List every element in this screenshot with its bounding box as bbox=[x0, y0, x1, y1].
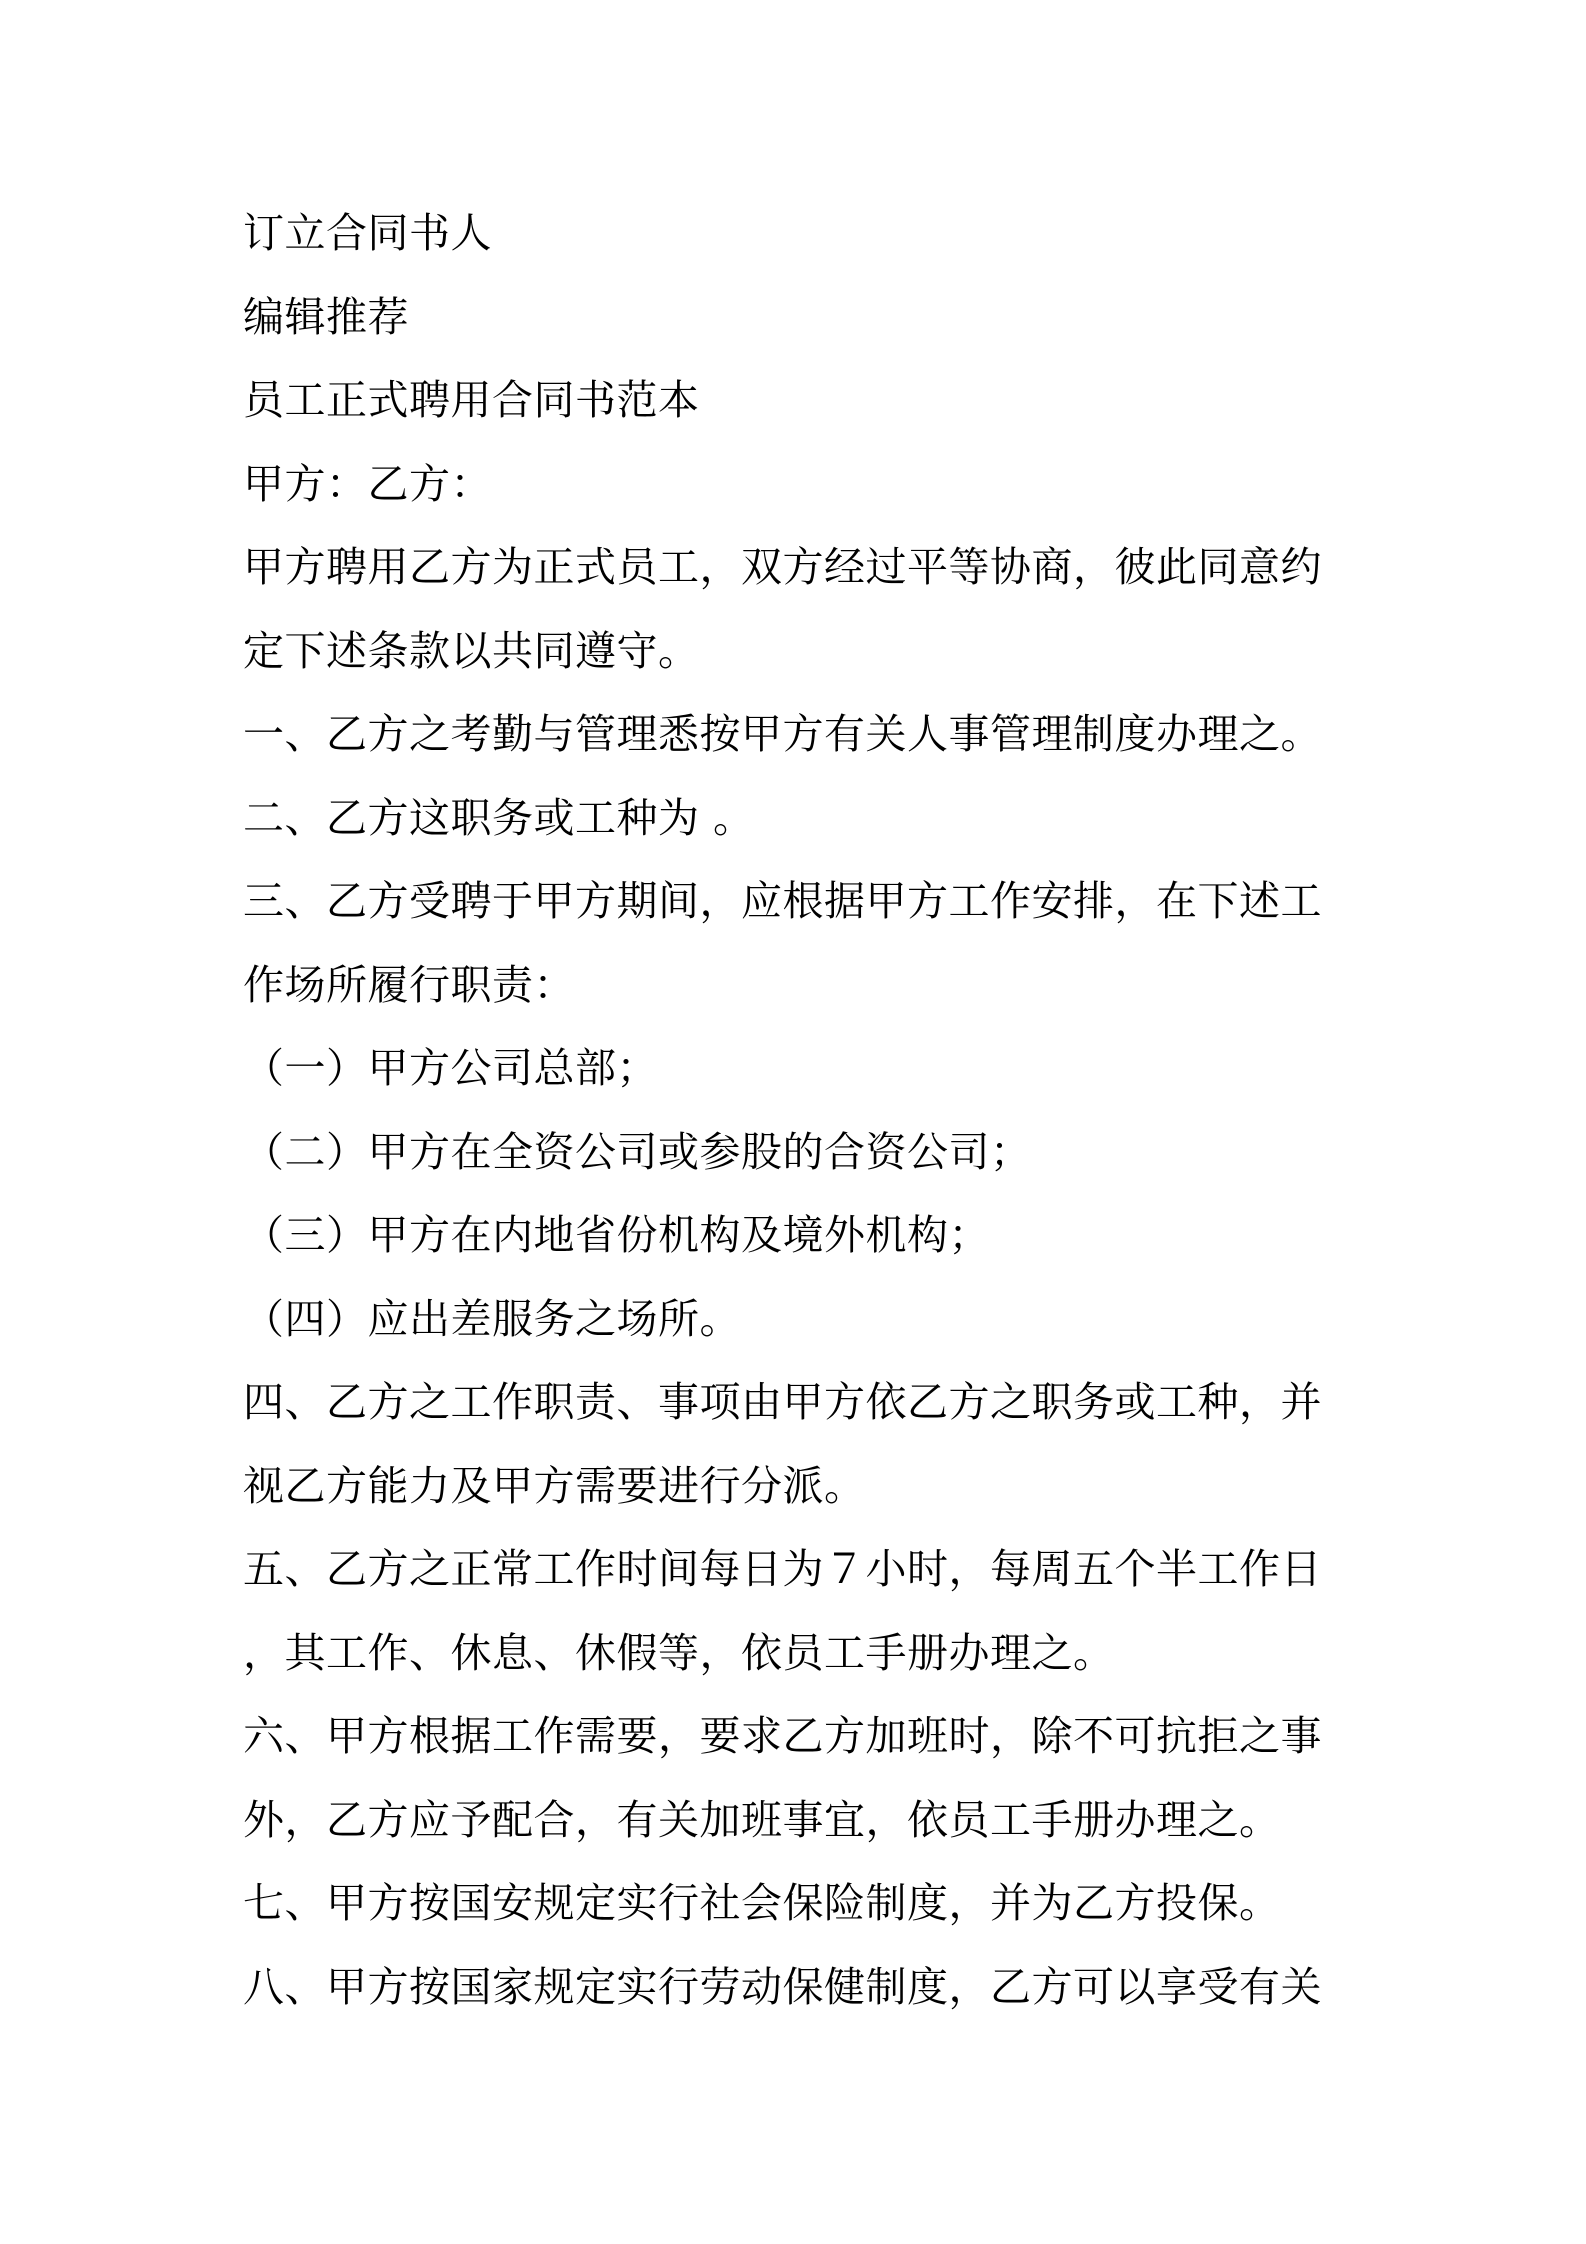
clause-line: 外，乙方应予配合，有关加班事宜，依员工手册办理之。 bbox=[243, 1795, 1281, 1844]
sub-clause-line: （三）甲方在内地省份机构及境外机构； bbox=[243, 1211, 990, 1259]
clause-line: 六、甲方根据工作需要，要求乙方加班时，除不可抗拒之事 bbox=[243, 1712, 1322, 1760]
clause-line: 三、乙方受聘于甲方期间，应根据甲方工作安排，在下述工 bbox=[243, 877, 1322, 925]
parties-line: 甲方：乙方： bbox=[243, 459, 492, 508]
clause-line: 视乙方能力及甲方需要进行分派。 bbox=[243, 1461, 866, 1510]
paragraph-line: 甲方聘用乙方为正式员工，双方经过平等协商，彼此同意约 bbox=[243, 543, 1322, 591]
clause-line: 二、乙方这职务或工种为 。 bbox=[243, 793, 755, 842]
clause-line: 一、乙方之考勤与管理悉按甲方有关人事管理制度办理之。 bbox=[243, 710, 1322, 758]
editor-recommend-label: 编辑推荐 bbox=[243, 292, 409, 341]
clause-line: 作场所履行职责： bbox=[243, 960, 575, 1009]
doc-heading: 订立合同书人 bbox=[243, 209, 492, 257]
contract-title: 员工正式聘用合同书范本 bbox=[243, 376, 700, 424]
sub-clause-line: （二）甲方在全资公司或参股的合资公司； bbox=[243, 1127, 1032, 1176]
document-body bbox=[243, 192, 1363, 2029]
clause-line: 八、甲方按国家规定实行劳动保健制度，乙方可以享受有关 bbox=[243, 1962, 1322, 2011]
sub-clause-line: （一）甲方公司总部； bbox=[243, 1044, 658, 1092]
clause-line: 四、乙方之工作职责、事项由甲方依乙方之职务或工种，并 bbox=[243, 1378, 1322, 1426]
sub-clause-line: （四）应出差服务之场所。 bbox=[243, 1294, 741, 1343]
clause-line: 五、乙方之正常工作时间每日为７小时，每周五个半工作日 bbox=[243, 1545, 1322, 1593]
clause-line: ，其工作、休息、休假等，依员工手册办理之。 bbox=[243, 1628, 1115, 1677]
clause-line: 七、甲方按国安规定实行社会保险制度，并为乙方投保。 bbox=[243, 1879, 1281, 1927]
paragraph-line: 定下述条款以共同遵守。 bbox=[243, 626, 700, 675]
